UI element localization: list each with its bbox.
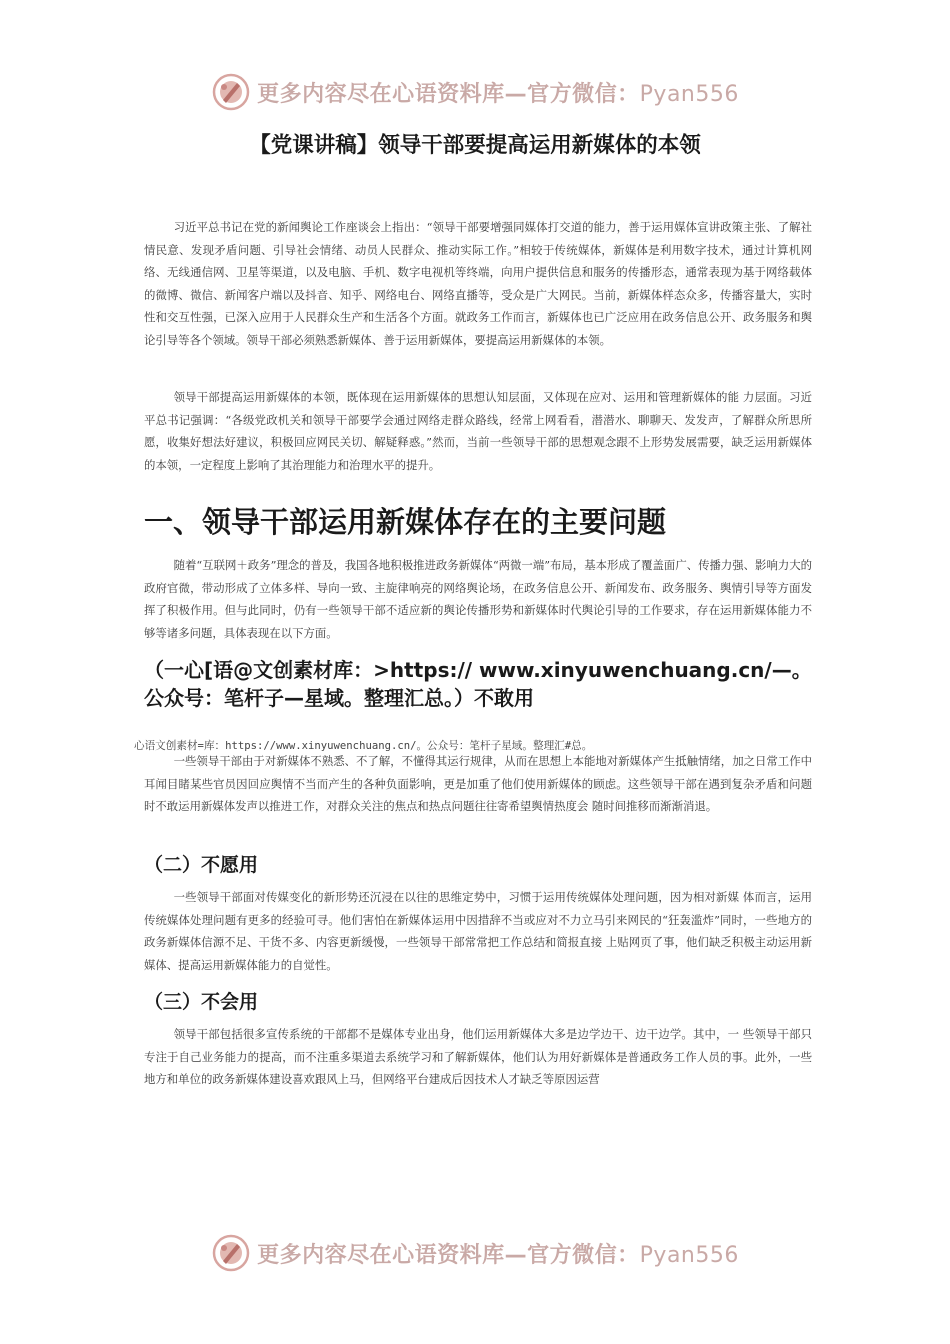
subheading-dare-not: （一心[语@文创素材库：>https:// www.xinyuwenchuang.cn/—。公众号：笔杆子—星域。整理汇总。）不敢用 (144, 658, 812, 710)
logo-icon (211, 72, 251, 112)
paragraph-dare-not: 一些领导干部由于对新媒体不熟悉、不了解，不懂得其运行规律，从而在思想上本能地对新媒体产生抵触情绪，加之日常工作中耳闻目睹某些官员因回应舆情不当而产生的各种负面影响，更是加重了他们使用新媒体的顾虑。这些领导干部在遇到复杂矛盾和问题时不敢运用新媒体发声以推进工作，对群众关注的焦点和热点问题往往寄希望舆情热度会 随时间推移而渐渐消退。 (144, 754, 812, 814)
paragraph-unwilling: 一些领导干部面对传媒变化的新形势还沉浸在以往的思维定势中，习惯于运用传统媒体处理问题，因为相对新媒 体而言，运用传统媒体处理问题有更多的经验可寻。他们害怕在新媒体运用中因措辞不当或应对不力立马引来网民的“狂轰滥炸”同时，一些地方的政务新媒体信源不足、干货不多、内容更新缓慢，一些领导干部常常把工作总结和简报直接 上贴网页了事，他们缺乏积极主动运用新媒体、提高运用新媒体能力的自觉性。 (144, 890, 812, 972)
banner-text: 更多内容尽在心语资料库—官方微信：Pyan556 (257, 81, 739, 107)
logo-icon (211, 1233, 251, 1273)
paragraph-capability: 领导干部提高运用新媒体的本领，既体现在运用新媒体的思想认知层面，又体现在应对、运用和管理新媒体的能 力层面。习近平总书记强调：“各级党政机关和领导干部要学会通过网络走群众路线，经常上网看看，潜潜水、聊聊天、发发声，了解群众所思所愿，收集好想法好建议，积极回应网民关切、解疑释惑。”然而，当前一些领导干部的思想观念跟不上形势发展需要，缺乏运用新媒体的本领，一定程度上影响了其治理能力和治理水平的提升。 (144, 390, 812, 472)
paragraph-internet-plus: 随着“互联网＋政务”理念的普及，我国各地积极推进政务新媒体“两微一端”布局，基本形成了覆盖面广、传播力强、影响力大的政府官微，带动形成了立体多样、导向一致、主旋律响亮的网络舆论场，在政务信息公开、新闻发布、政务服务、舆情引导等方面发挥了积极作用。但与此同时，仍有一些领导干部不适应新的舆论传播形势和新媒体时代舆论引导的工作要求，存在运用新媒体能力不够等诸多问题，具体表现在以下方面。 (144, 558, 813, 640)
banner-text: 更多内容尽在心语资料库—官方微信：Pyan556 (257, 1242, 739, 1268)
paragraph-unable: 领导干部包括很多宣传系统的干部都不是媒体专业出身，他们运用新媒体大多是边学边干、边干边学。其中，一 些领导干部只专注于自己业务能力的提高，而不注重多渠道去系统学习和了解新媒体，他们认为用好新媒体是普通政务工作人员的事。此外，一些地方和单位的政务新媒体建设喜欢跟风上马，但网络平台建成后因技术人才缺乏等原因运营 (144, 1027, 812, 1087)
subheading-unwilling: （二）不愿用 (144, 854, 259, 876)
document-title: 【党课讲稿】领导干部要提高运用新媒体的本领 (249, 133, 701, 158)
paragraph-intro: 习近平总书记在党的新闻舆论工作座谈会上指出：“领导干部要增强同媒体打交道的能力，善于运用媒体宣讲政策主张、了解社情民意、发现矛盾问题、引导社会情绪、动员人民群众、推动实际工作。”相较于传统媒体，新媒体是利用数字技术，通过计算机网络、无线通信网、卫星等渠道，以及电脑、手机、数字电视机等终端，向用户提供信息和服务的传播形态，通常表现为基于网络载体的微博、微信、新闻客户端以及抖音、知乎、网络电台、网络直播等，受众是广大网民。当前，新媒体样态众多，传播容量大，实时性和交互性强，已深入应用于人民群众生产和生活各个方面。就政务工作而言，新媒体也已广泛应用在政务信息公开、政务服务和舆论引导等各个领域。领导干部必须熟悉新媒体、善于运用新媒体，要提高运用新媒体的本领。 (144, 220, 812, 347)
footer-banner (0, 1231, 950, 1275)
subheading-unable: （三）不会用 (144, 991, 259, 1013)
watermark-line: 心语文创素材=库：https://www.xinyuwenchuang.cn/。公众号：笔杆子星域。整理汇#总。 (134, 740, 593, 752)
section-heading-1: 一、领导干部运用新媒体存在的主要问题 (144, 505, 667, 539)
header-banner (0, 70, 950, 114)
